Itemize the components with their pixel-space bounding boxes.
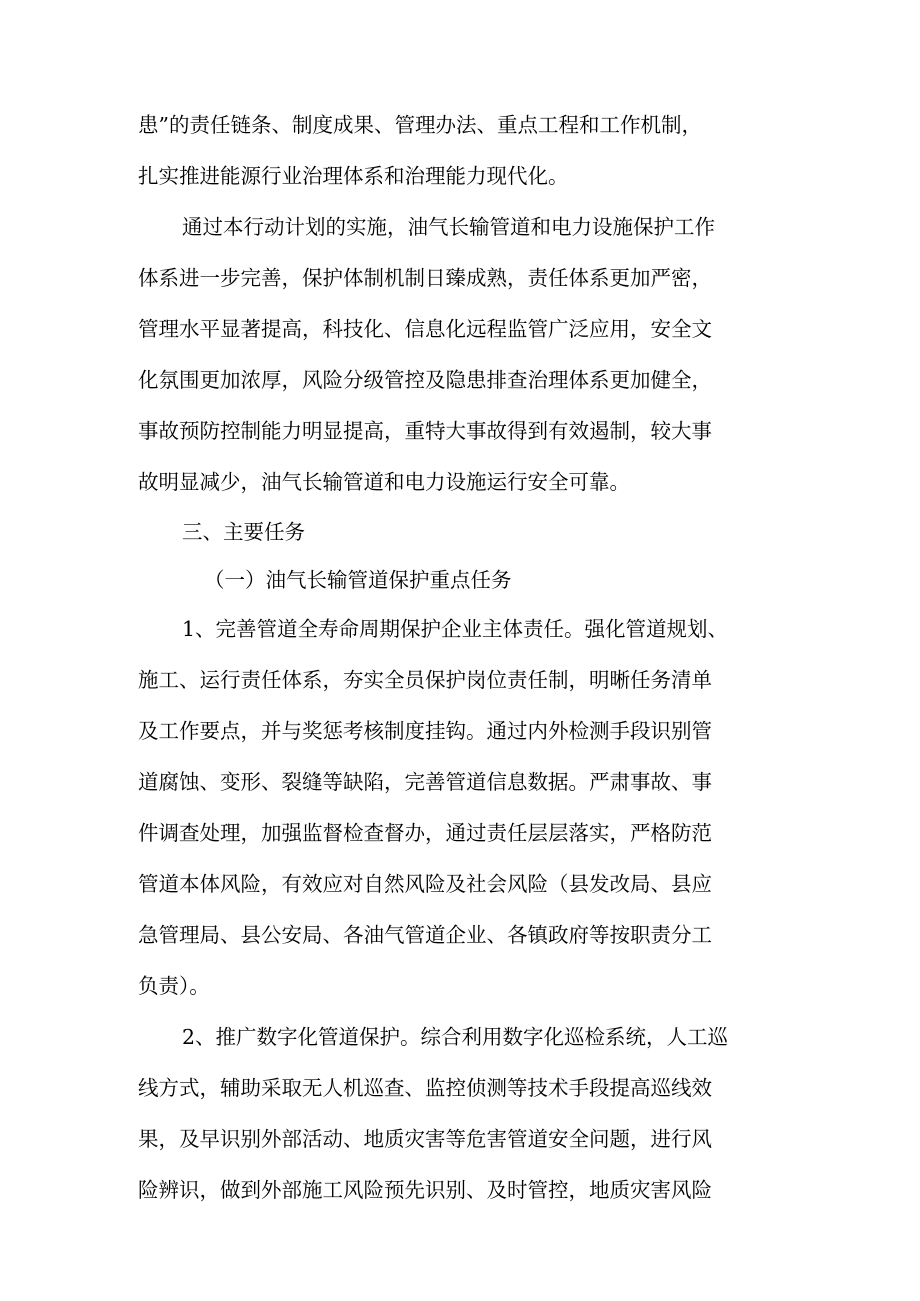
paragraph-line: 体系进一步完善，保护体制机制日臻成熟，责任体系更加严密， bbox=[138, 266, 712, 290]
paragraph-line: 管理水平显著提高，科技化、信息化远程监管广泛应用，安全文 bbox=[138, 317, 712, 341]
paragraph-line: 线方式，辅助采取无人机巡查、监控侦测等技术手段提高巡线效 bbox=[138, 1076, 712, 1100]
subsection-heading: （一）油气长输管道保护重点任务 bbox=[204, 568, 512, 592]
paragraph-line: 道腐蚀、变形、裂缝等缺陷，完善管道信息数据。严肃事故、事 bbox=[138, 770, 712, 794]
paragraph-line: 急管理局、县公安局、各油气管道企业、各镇政府等按职责分工 bbox=[138, 923, 712, 947]
paragraph-line: 件调查处理，加强监督检查督办，通过责任层层落实，严格防范 bbox=[138, 821, 712, 845]
paragraph-line: 患”的责任链条、制度成果、管理办法、重点工程和工作机制， bbox=[138, 113, 702, 137]
paragraph-line: 2、推广数字化管道保护。综合利用数字化巡检系统，人工巡 bbox=[182, 1025, 729, 1049]
paragraph-line: 果，及早识别外部活动、地质灾害等危害管道安全问题，进行风 bbox=[138, 1127, 712, 1151]
paragraph-line: 事故预防控制能力明显提高，重特大事故得到有效遏制，较大事 bbox=[138, 419, 712, 443]
paragraph-line: 施工、运行责任体系，夯实全员保护岗位责任制，明晰任务清单 bbox=[138, 668, 712, 692]
paragraph-line: 及工作要点，并与奖惩考核制度挂钩。通过内外检测手段识别管 bbox=[138, 719, 712, 743]
document-body bbox=[138, 100, 798, 1216]
paragraph-line: 故明显减少，油气长输管道和电力设施运行安全可靠。 bbox=[138, 470, 630, 494]
paragraph-line: 扎实推进能源行业治理体系和治理能力现代化。 bbox=[138, 164, 569, 188]
paragraph-line: 管道本体风险，有效应对自然风险及社会风险（县发改局、县应 bbox=[138, 872, 712, 896]
section-heading: 三、主要任务 bbox=[182, 520, 305, 544]
paragraph-line: 通过本行动计划的实施，油气长输管道和电力设施保护工作 bbox=[182, 215, 715, 239]
paragraph-line: 险辨识，做到外部施工风险预先识别、及时管控，地质灾害风险 bbox=[138, 1178, 712, 1202]
paragraph-line: 化氛围更加浓厚，风险分级管控及隐患排查治理体系更加健全， bbox=[138, 368, 712, 392]
paragraph-line: 1、完善管道全寿命周期保护企业主体责任。强化管道规划、 bbox=[182, 617, 729, 641]
paragraph-line: 负责）。 bbox=[138, 974, 210, 998]
